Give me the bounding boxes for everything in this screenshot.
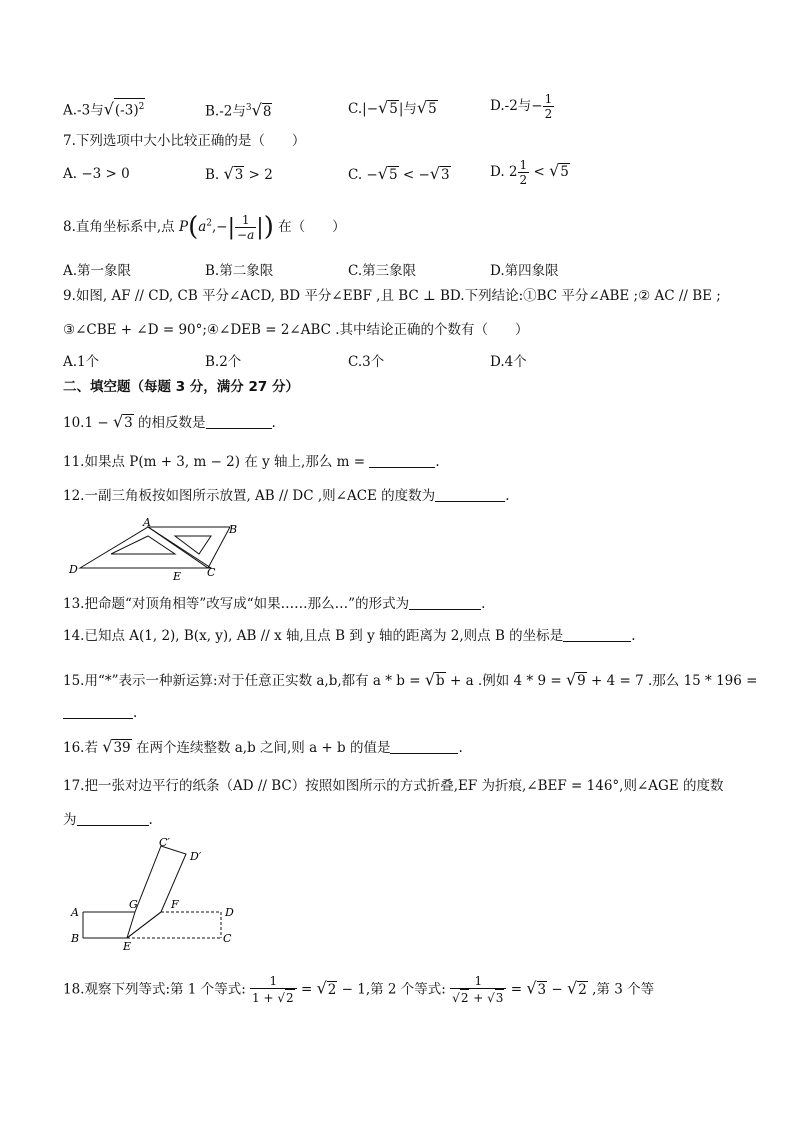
q17-label-d-prime: D′ [190,850,202,863]
q9-option-b: B.2个 [205,354,242,370]
q8-option-d: D.第四象限 [490,263,559,279]
q7-stem: 7.下列选项中大小比较正确的是（ ） [63,133,306,149]
q15-answer-blank[interactable] [63,704,133,719]
q10-answer-blank[interactable] [206,414,272,429]
q9-line1: 9.如图, AF // CD, CB 平分∠ACD, BD 平分∠EBF ,且 BC ⊥ BD.下列结论:①BC 平分∠ABE ;② AC // BE ; [63,288,721,304]
q8-option-c: C.第三象限 [348,263,417,279]
q9-option-a: A.1个 [63,354,100,370]
q12-stem: 12.一副三角板按如图所示放置, AB // DC ,则∠ACE 的度数为 . [63,488,510,504]
q17-line2: 为 . [63,812,153,828]
q9-line2: ③∠CBE + ∠D = 90°;④∠DEB = 2∠ABC .其中结论正确的个数有（ ） [63,322,529,338]
q12-label-d: D [69,563,78,576]
q10-stem: 10.1 − √3 的相反数是 . [63,412,276,431]
q7-option-c: C. −√5 < −√3 [348,164,450,183]
q8-option-a: A.第一象限 [63,263,132,279]
q11-stem: 11.如果点 P(m + 3, m − 2) 在 y 轴上,那么 m = . [63,454,440,470]
q12-triangle-figure [63,514,253,584]
q6-option-b: B.-2与$^3$√8 [205,100,272,120]
q17-folded-strip-figure [63,832,253,952]
q11-answer-blank[interactable] [369,453,435,468]
q14-answer-blank[interactable] [563,627,631,642]
q17-line1: 17.把一张对边平行的纸条（AD // BC）按照如图所示的方式折叠,EF 为折痕,∠BEF = 146°,则∠AGE 的度数 [63,778,724,794]
q6-option-d: D.-2与− $\frac{1}{2}$ [490,92,553,121]
q15-answer-line: . [63,703,137,723]
q12-label-a: A [143,516,151,529]
q14-stem: 14.已知点 A(1, 2), B(x, y), AB // x 轴,且点 B 到 y 轴的距离为 2,则点 B 的坐标是 . [63,628,636,644]
q7-option-d: D. 2 $\frac{1}{2}$ < √5 [490,158,569,187]
q12-label-c: C [207,566,216,579]
q17-label-f: F [171,898,179,911]
q17-label-d: D [225,906,234,919]
q16-answer-blank[interactable] [390,739,458,754]
q17-answer-blank[interactable] [77,811,149,826]
q18-stem: 18.观察下列等式:第 1 个等式: $\frac{1}{1 + √2}$ = √2 − 1,第 2 个等式: $\frac{1}{√2 + √3}$ = √3 − √2 ,第 3 个等 [63,974,655,1005]
q8-stem: 8.直角坐标系中,点 $P(a^2,-|$ $\frac{1}{-a}$ |) 在（ ） [63,212,346,242]
q6-option-a: A.-3与$√(-3)^2$ [63,99,145,119]
q17-label-a: A [71,906,79,919]
q15-stem: 15.用“*”表示一种新运算:对于任意正实数 a,b,都有 a * b = √b + a .例如 4 * 9 = √9 + 4 = 7 .那么 15 * 196 = [63,670,758,689]
q13-stem: 13.把命题“对顶角相等”改写成“如果……那么…”的形式为 . [63,596,486,612]
q12-answer-blank[interactable] [435,487,505,502]
q17-label-c: C [223,932,232,945]
q13-answer-blank[interactable] [409,595,481,610]
section-heading: 二、填空题（每题 3 分，满分 27 分） [63,379,299,395]
q7-option-a: A. −3 > 0 [63,166,130,182]
q9-option-d: D.4个 [490,354,527,370]
q9-option-c: C.3个 [348,354,385,370]
q7-option-b: B. √3 > 2 [205,164,273,183]
q17-label-e: E [123,940,132,952]
q12-label-b: B [229,523,238,536]
q17-label-g: G [129,898,138,911]
q6-option-c: C.|−√5|与√5 [348,98,437,117]
q12-label-e: E [173,570,182,583]
q17-label-c-prime: C′ [159,836,170,849]
q8-option-b: B.第二象限 [205,263,274,279]
q16-stem: 16.若 √39 在两个连续整数 a,b 之间,则 a + b 的值是 . [63,737,463,756]
q17-label-b: B [71,932,80,945]
